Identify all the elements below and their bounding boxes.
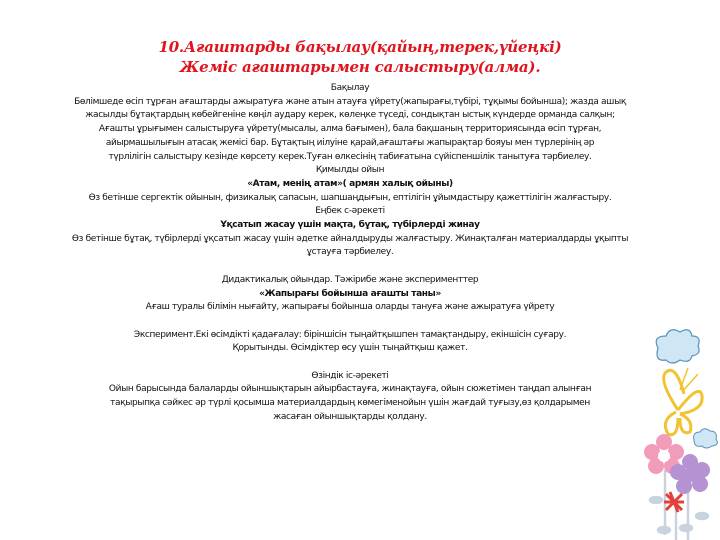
independent-line: жасаған ойыншықтарды қолдану.	[273, 411, 427, 422]
page-title	[0, 37, 720, 77]
observation-line: Ағашты ұрығымен салыстыруға үйрету(мысалы, алма бағымен), бала бақшаның территориясында өсіп тұрған,	[98, 124, 602, 135]
document-body	[30, 82, 670, 425]
observation-heading: Бақылау	[330, 83, 370, 93]
observation-line: түрлілігін салыстыру кезінде көрсету керек.Туған өлкесінің табиғатына сүйіспеншілік танытуға тәрбиелеу.	[108, 151, 592, 162]
labor-line: Өз бетінше бұтақ, түбірлерді ұқсатып жасау үшін әдетке айналдыруды жалғастыру. Жинақталған материалдарды ұқыпты	[71, 233, 629, 244]
didactic-description: Ағаш туралы білімін нығайту, жапырағы бойынша оларды тануға және ажыратуға үйрету	[145, 302, 555, 313]
didactic-game-title: «Жапырағы бойынша ағашты таны»	[259, 288, 441, 299]
labor-heading: Еңбек с-әрекеті	[315, 206, 385, 217]
independent-line: Ойын барысында балаларды ойыншықтарын айырбастауға, жинақтауға, ойын сюжетімен таңдап алынған	[108, 384, 592, 395]
spacer	[30, 315, 670, 329]
flowers-butterfly-decoration	[620, 320, 720, 540]
small-cloud-icon	[694, 429, 718, 448]
movement-game-title: «Атам, менің атам»( армян халық ойыны)	[247, 178, 453, 189]
title-line-2: Жеміс ағаштарымен салыстыру(алма).	[179, 58, 541, 76]
independent-heading: Өзіндік іс-әрекеті	[311, 370, 389, 381]
cloud-icon	[656, 330, 699, 363]
title-line-1: 10.Ағаштарды бақылау(қайың,терек,үйеңкі)	[158, 38, 562, 56]
spacer	[30, 356, 670, 370]
independent-line: тақырыпқа сәйкес әр түрлі қосымша материалдардың көмегіменойын үшін жағдай туғызу,өз қолдарымен	[110, 398, 590, 409]
spacer	[30, 260, 670, 274]
observation-line: айырмашылығын атасақ жемісі бар. Бұтақтың иілуіне қарай,ағаштағы жапырақтар бояуы мен түрлерінің әр	[105, 137, 595, 148]
movement-game-heading: Қимылды ойын	[315, 165, 385, 176]
didactic-heading: Дидактикалық ойындар. Тәжірибе және эксперименттер	[221, 274, 479, 285]
red-flower-icon	[664, 492, 684, 512]
observation-line: Бөлімшеде өсіп тұрған ағаштарды ажыратуға және атын атауға үйрету(жапырағы,түбірі, тұқымы бойынша); жазда ашық	[74, 96, 626, 107]
butterfly-icon	[664, 368, 702, 435]
labor-line: ұстауға тәрбиелеу.	[306, 247, 394, 258]
experiment-line: Эксперимент.Екі өсімдікті қадағалау: біріншісін тыңайтқышпен тамақтандыру, екіншісін суғару.	[133, 329, 567, 340]
observation-line: жасылды бұтақтардың көбейгеніне көңіл аудару керек, көлеңке түседі, сондықтан ыстық күндерде орманда салқын;	[85, 110, 615, 121]
labor-task: Ұқсатып жасау үшін мақта, бұтақ, түбірлерді жинау	[220, 220, 480, 231]
experiment-conclusion: Қорытынды. Өсімдіктер өсу үшін тыңайтқыш қажет.	[232, 343, 468, 354]
movement-game-description: Өз бетінше сергектік ойынын, физикалық сапасын, шапшаңдығын, ептілігін ұйымдастыру қажеттілігін жалғастыру.	[88, 192, 612, 203]
